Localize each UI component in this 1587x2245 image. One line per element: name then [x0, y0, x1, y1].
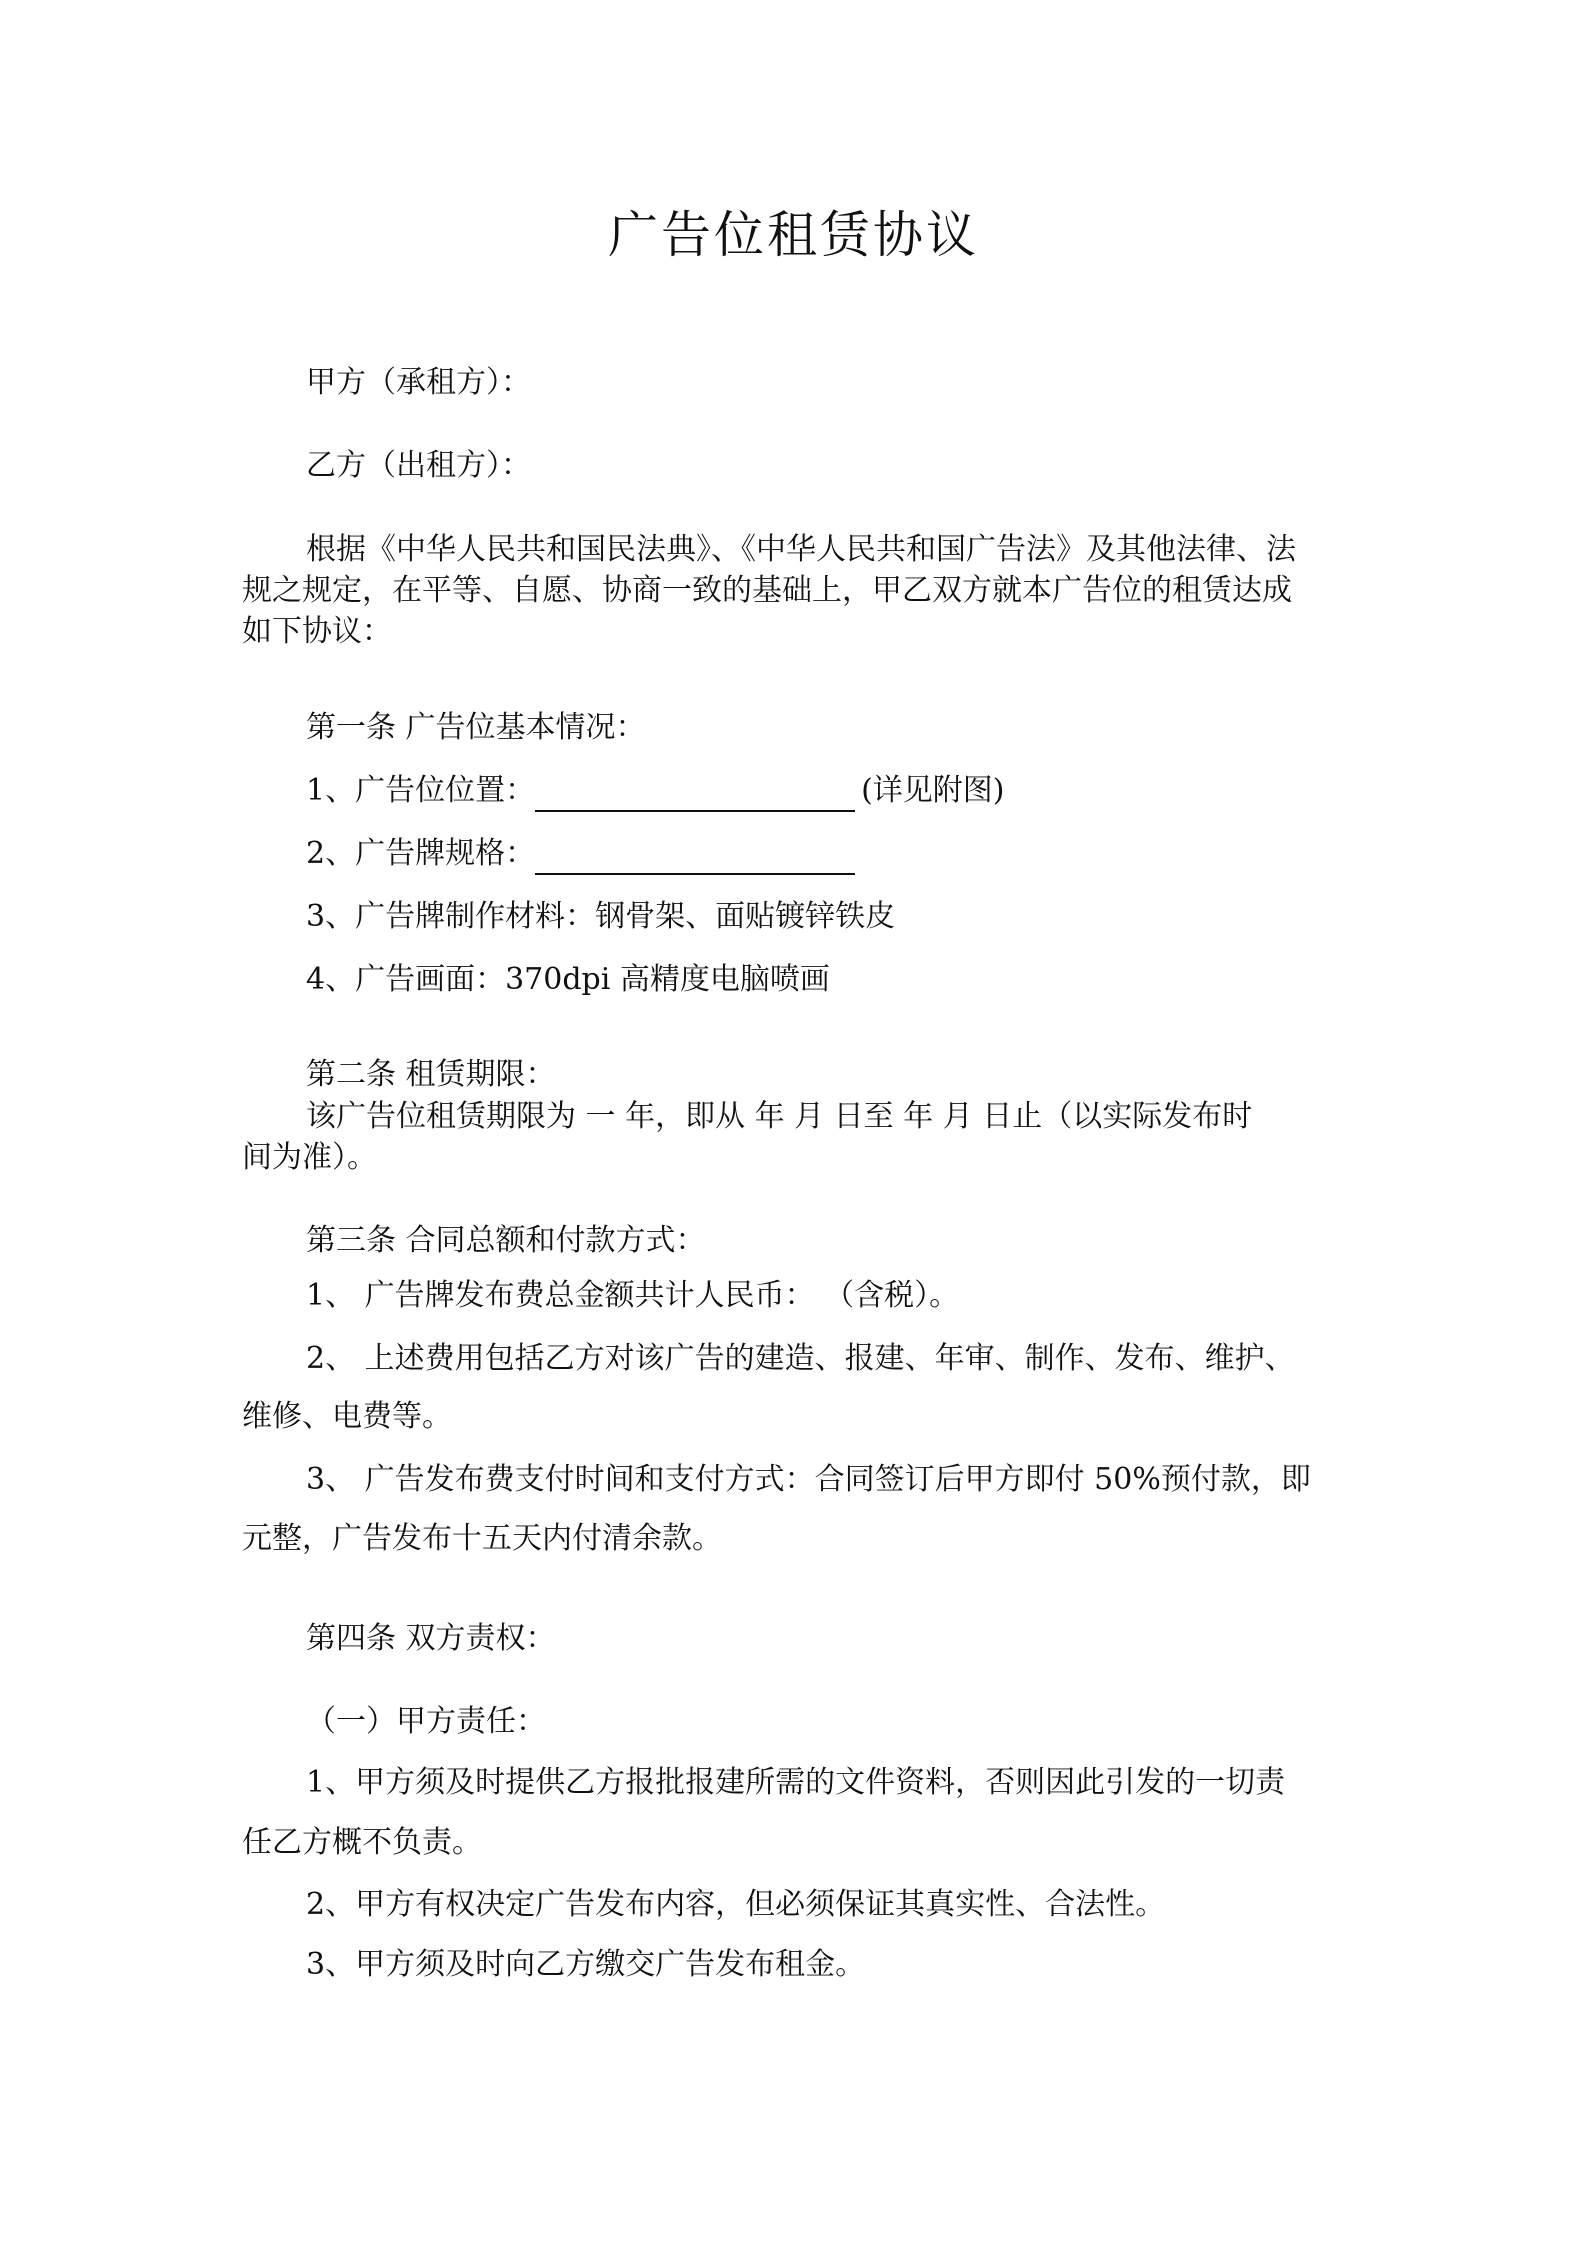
article1-item4: 4、广告画面：370dpi 高精度电脑喷画 — [306, 962, 830, 997]
article3-item3-line-1: 3、 广告发布费支付时间和支付方式：合同签订后甲方即付 50%预付款，即 — [306, 1462, 1311, 1497]
article4-item1-line-1: 1、甲方须及时提供乙方报批报建所需的文件资料，否则因此引发的一切责 — [306, 1765, 1286, 1800]
preamble-line-2: 规之规定，在平等、自愿、协商一致的基础上，甲乙双方就本广告位的租赁达成 — [242, 573, 1292, 608]
party-a-line: 甲方（承租方）： — [306, 365, 531, 400]
article3-heading: 第三条 合同总额和付款方式： — [306, 1223, 706, 1258]
party-b-line: 乙方（出租方）： — [306, 448, 531, 483]
article3-item1: 1、 广告牌发布费总金额共计人民币： （含税）。 — [306, 1278, 960, 1313]
preamble-line-3: 如下协议： — [242, 614, 392, 649]
article4-item1-line-2: 任乙方概不负责。 — [242, 1825, 482, 1860]
location-blank[interactable] — [535, 776, 855, 812]
article2-heading: 第二条 租赁期限： — [306, 1057, 556, 1092]
article4-item3: 3、甲方须及时向乙方缴交广告发布租金。 — [306, 1947, 866, 1982]
article3-item2-line-1: 2、 上述费用包括乙方对该广告的建造、报建、年审、制作、发布、维护、 — [306, 1341, 1295, 1376]
article4-item2: 2、甲方有权决定广告发布内容，但必须保证其真实性、合法性。 — [306, 1887, 1166, 1922]
article3-item2-line-2: 维修、电费等。 — [242, 1399, 452, 1434]
article1-heading: 第一条 广告位基本情况： — [306, 710, 646, 745]
article1-item3: 3、广告牌制作材料：钢骨架、面贴镀锌铁皮 — [306, 899, 896, 934]
preamble-line-1: 根据《中华人民共和国民法典》、《中华人民共和国广告法》及其他法律、法 — [306, 532, 1296, 567]
article3-item3-line-2: 元整，广告发布十五天内付清余款。 — [242, 1521, 722, 1556]
article2-line-2: 间为准）。 — [242, 1140, 377, 1175]
article1-item1-suffix: (详见附图) — [861, 773, 1005, 808]
article1-item2-label: 2、广告牌规格： — [306, 836, 536, 871]
article4-heading: 第四条 双方责权： — [306, 1621, 556, 1656]
document-title: 广告位租赁协议 — [608, 206, 979, 264]
article1-item2 — [306, 833, 861, 875]
article1-item1 — [306, 770, 1005, 812]
article2-line-1: 该广告位租赁期限为 一 年，即从 年 月 日至 年 月 日止（以实际发布时 — [306, 1099, 1253, 1134]
article4-subheading: （一）甲方责任： — [306, 1704, 546, 1739]
article1-item1-label: 1、广告位位置： — [306, 773, 536, 808]
spec-blank[interactable] — [535, 839, 855, 875]
